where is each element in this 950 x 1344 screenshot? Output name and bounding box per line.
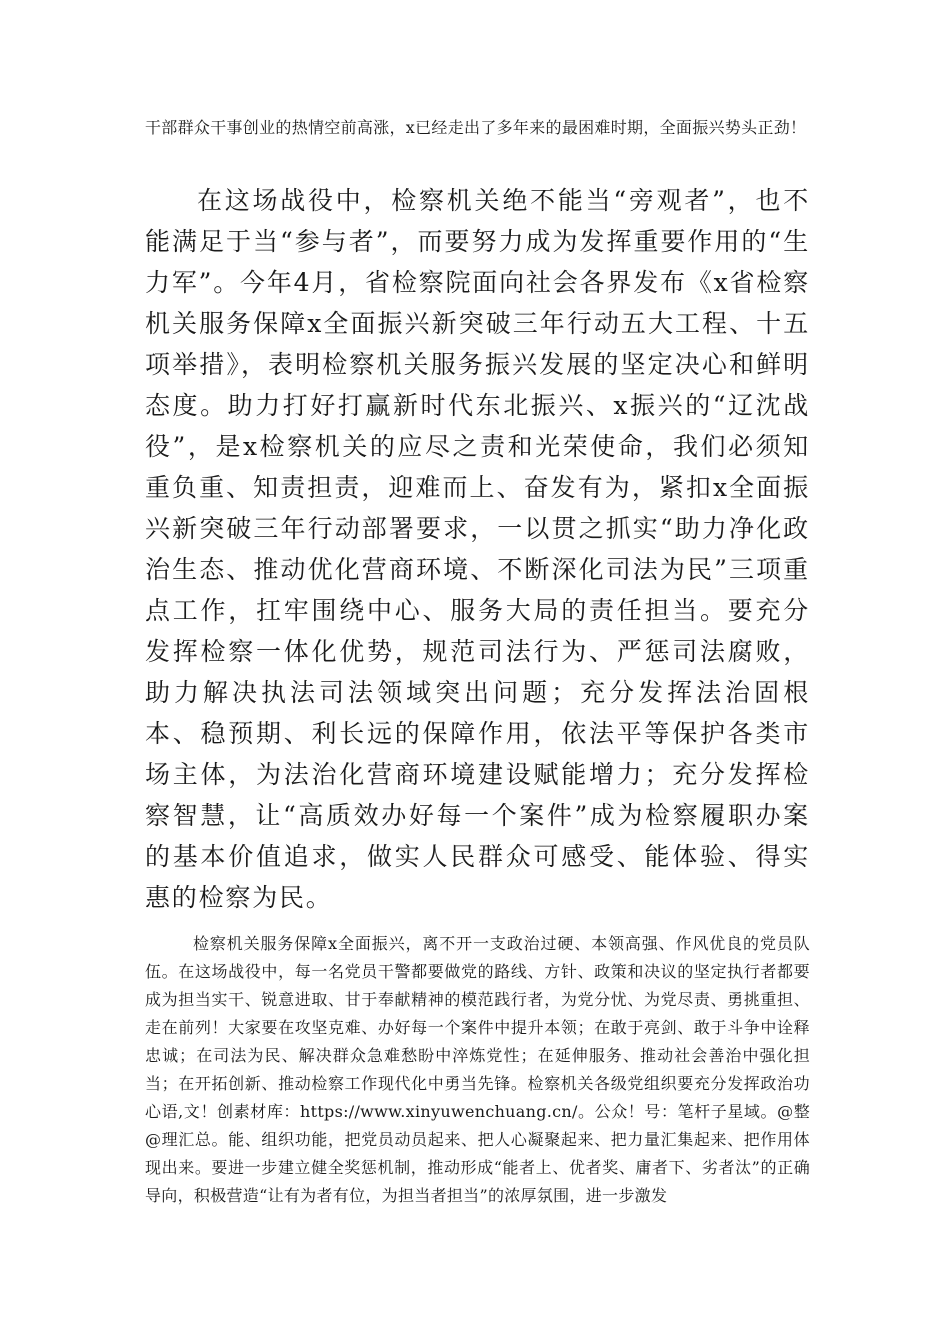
paragraph-party-team: 检察机关服务保障x全面振兴，离不开一支政治过硬、本领高强、作风优良的党员队伍。在这场战役中，每一名党员干警都要做党的路线、方针、政策和决议的坚定执行者都要成为担当实干、锐意进取、甘于奉献精神的模范践行者，为党分忧、为党尽责、勇挑重担、走在前列！大家要在攻坚克难、办好每一个案件中提升本领；在敢于亮剑、敢于斗争中诠释忠诚；在司法为民、解决群众急难愁盼中淬炼党性；在延伸服务、推动社会善治中强化担当；在开拓创新、推动检察工作现代化中勇当先锋。检察机关各级党组织要充分发挥政治功心语,文！创素材库：https://www.xinyuwenchuang.cn/。公众！号：笔杆子星域。@整@理汇总。能、组织功能，把党员动员起来、把人心凝聚起来、把力量汇集起来、把作用体现出来。要进一步建立健全奖惩机制，推动形成“能者上、优者奖、庸者下、劣者汰”的正确导向，积极营造“让有为者有位，为担当者担当”的浓厚氛围，进一步激发 [145,934,810,1205]
paragraph-continuation: 干部群众干事创业的热情空前高涨，x已经走出了多年来的最困难时期，全面振兴势头正劲！ [145,118,807,137]
paragraph-main: 在这场战役中，检察机关绝不能当“旁观者”，也不能满足于当“参与者”，而要努力成为发挥重要作用的“生力军”。今年4月，省检察院面向社会各界发布《x省检察机关服务保障x全面振兴新突破三年行动五大工程、十五项举措》，表明检察机关服务振兴发展的坚定决心和鲜明态度。助力打好打赢新时代东北振兴、x振兴的“辽沈战役”，是x检察机关的应尽之责和光荣使命，我们必须知重负重、知责担责，迎难而上、奋发有为，紧扣x全面振兴新突破三年行动部署要求，一以贯之抓实“助力净化政治生态、推动优化营商环境、不断深化司法为民”三项重点工作，扛牢围绕中心、服务大局的责任担当。要充分发挥检察一体化优势，规范司法行为、严惩司法腐败，助力解决执法司法领域突出问题；充分发挥法治固根本、稳预期、利长远的保障作用，依法平等保护各类市场主体，为法治化营商环境建设赋能增力；充分发挥检察智慧，让“高质效办好每一个案件”成为检察履职办案的基本价值追求，做实人民群众可感受、能体验、得实惠的检察为民。 [145,186,810,912]
